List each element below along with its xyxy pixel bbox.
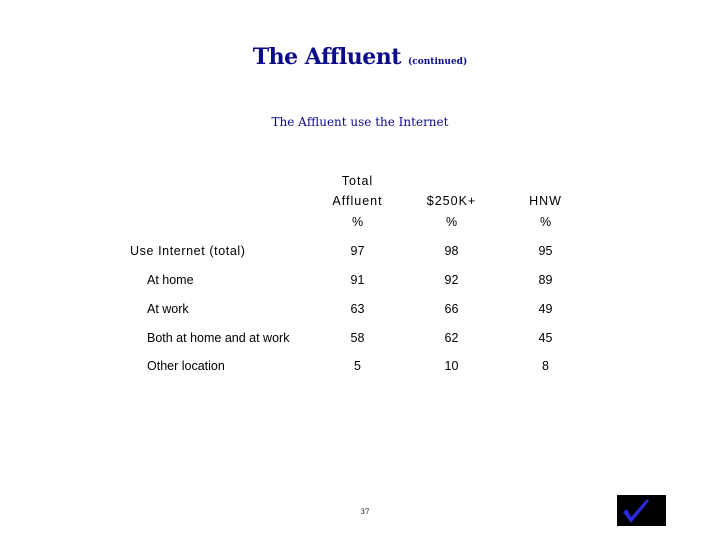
table-cell: 89 <box>538 273 553 287</box>
table-cell: 92 <box>444 273 459 287</box>
row-label-both-home-and-work: Both at home and at work <box>147 331 290 345</box>
table-cell: 58 <box>350 331 365 345</box>
page-number: 37 <box>360 508 370 516</box>
table-cell: 97 <box>350 244 365 258</box>
table-cell: 49 <box>538 302 553 316</box>
table-cell: 5 <box>354 359 361 373</box>
row-label-use-internet-total: Use Internet (total) <box>130 244 246 258</box>
page-title <box>0 44 720 70</box>
header-total: Total <box>341 174 374 188</box>
table-cell: 63 <box>350 302 365 316</box>
header-affluent: Affluent <box>332 194 383 208</box>
header-250k: $250K+ <box>426 194 477 208</box>
table-cell: 62 <box>444 331 459 345</box>
table-cell: 66 <box>444 302 459 316</box>
row-label-other-location: Other location <box>147 359 225 373</box>
subtitle: The Affluent use the Internet <box>271 115 449 129</box>
table-cell: 8 <box>542 359 549 373</box>
header-hnw: HNW <box>529 194 562 208</box>
title-main: The Affluent <box>252 44 401 70</box>
table-cell: 95 <box>538 244 553 258</box>
row-label-at-work: At work <box>147 302 189 316</box>
title-suffix: (continued) <box>408 57 468 67</box>
row-label-at-home: At home <box>147 273 194 287</box>
table-cell: 91 <box>350 273 365 287</box>
table-cell: 10 <box>444 359 459 373</box>
table-cell: 98 <box>444 244 459 258</box>
percent-label-2: % <box>445 215 458 229</box>
table-cell: 45 <box>538 331 553 345</box>
percent-label-1: % <box>351 215 364 229</box>
percent-label-3: % <box>539 215 552 229</box>
checkmark-icon[interactable] <box>617 495 666 526</box>
